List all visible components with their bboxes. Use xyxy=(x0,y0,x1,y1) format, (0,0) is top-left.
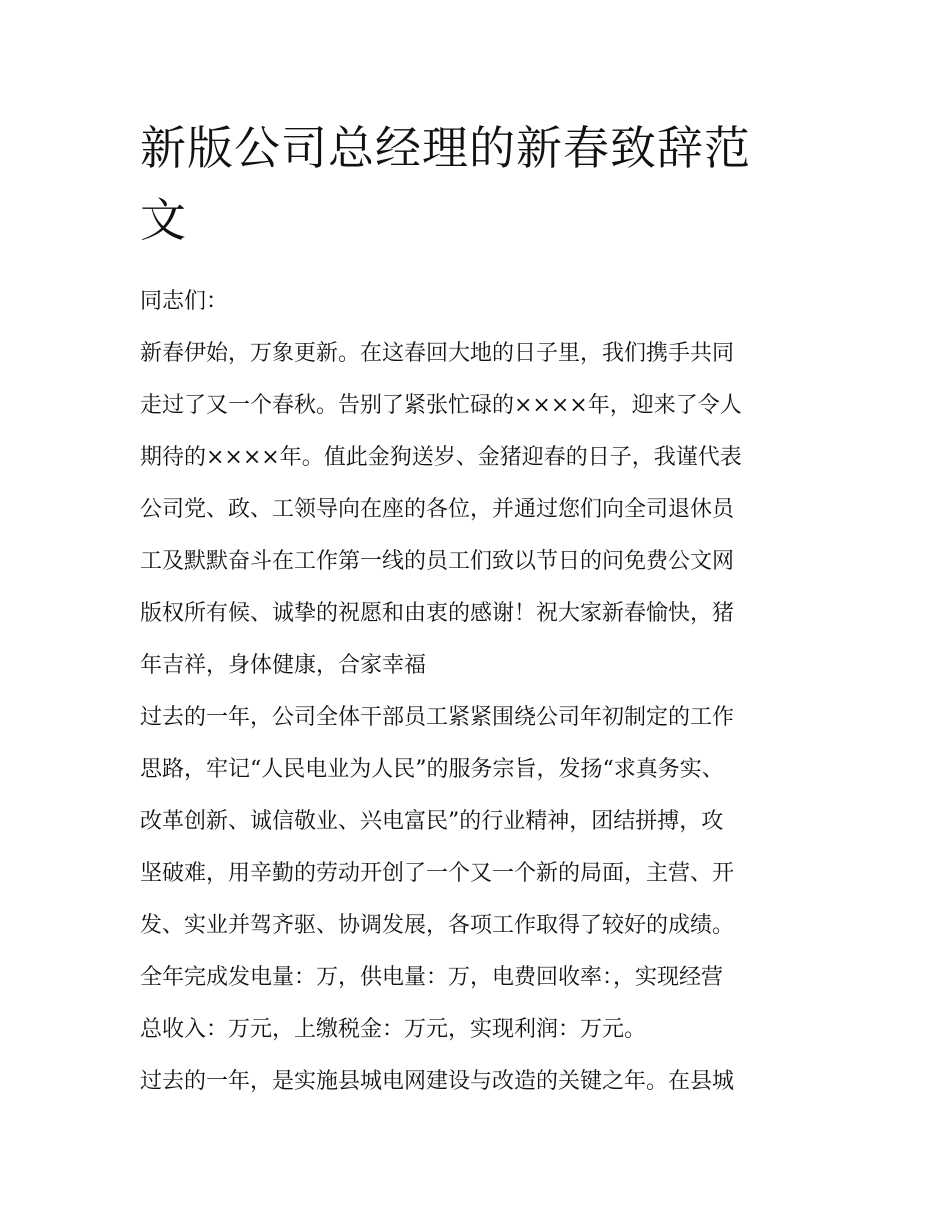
text-line: 新春伊始，万象更新。在这春回大地的日子里，我们携手共同 xyxy=(140,341,735,366)
title-line: 新版公司总经理的新春致辞范 xyxy=(140,121,751,175)
text-line: 坚破难，用辛勤的劳动开创了一个又一个新的局面，主营、开 xyxy=(140,861,735,886)
paragraph-achievements xyxy=(140,692,816,1056)
text-line: 期待的××××年。值此金狗送岁、金猪迎春的日子，我谨代表 xyxy=(140,445,742,470)
document-title xyxy=(140,112,816,256)
paragraph-greeting xyxy=(140,328,816,692)
text-line: 全年完成发电量：万，供电量：万，电费回收率：，实现经营 xyxy=(140,965,724,990)
text-line: 年吉祥，身体健康，合家幸福 xyxy=(140,653,427,678)
text-line: 版权所有候、诚挚的祝愿和由衷的感谢！祝大家新春愉快，猪 xyxy=(140,601,735,626)
text-line: 公司党、政、工领导向在座的各位，并通过您们向全司退休员 xyxy=(140,497,735,522)
text-line: 过去的一年，是实施县城电网建设与改造的关键之年。在县城 xyxy=(140,1069,735,1094)
salutation: 同志们： xyxy=(140,289,229,314)
paragraph-grid-construction xyxy=(140,1056,816,1108)
text-line: 走过了又一个春秋。告别了紧张忙碌的××××年，迎来了令人 xyxy=(140,393,742,418)
text-line: 总收入：万元，上缴税金：万元，实现利润：万元。 xyxy=(140,1017,647,1042)
text-line: 过去的一年，公司全体干部员工紧紧围绕公司年初制定的工作 xyxy=(140,705,735,730)
title-line: 文 xyxy=(140,193,187,247)
text-line: 改革创新、诚信敬业、兴电富民”的行业精神，团结拼搏，攻 xyxy=(140,809,724,834)
text-line: 发、实业并驾齐驱、协调发展，各项工作取得了较好的成绩。 xyxy=(140,913,735,938)
text-line: 思路，牢记“人民电业为人民”的服务宗旨，发扬“求真务实、 xyxy=(140,757,724,782)
text-line: 工及默默奋斗在工作第一线的员工们致以节日的问免费公文网 xyxy=(140,549,735,574)
document-body xyxy=(140,112,816,1108)
